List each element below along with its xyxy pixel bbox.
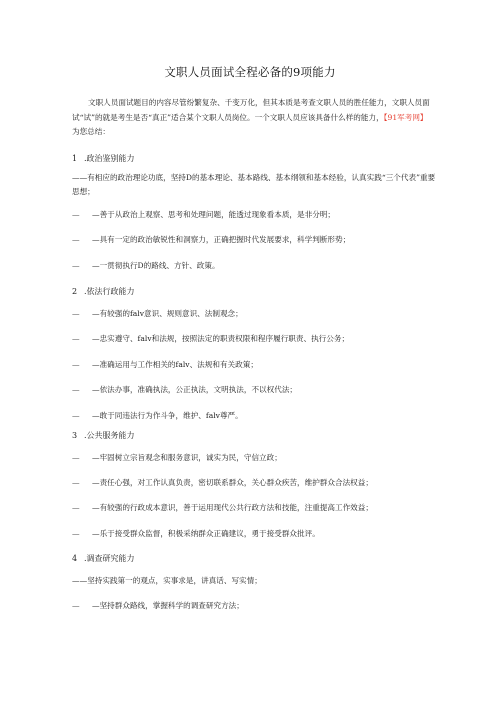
dash-marker: — bbox=[72, 210, 80, 219]
list-item bbox=[72, 307, 442, 321]
dash-marker: — bbox=[72, 453, 80, 462]
dash-marker: — bbox=[72, 309, 80, 318]
intro-text-before: 文职人员面试题目的内容尽管纷繁复杂、千变万化，但其本质是考查文职人员的胜任能力，文职人员面试“试”的就是考生是否“真正”适合某个文职人员岗位。一个文职人员应该具备什么样的能力， bbox=[72, 98, 430, 122]
section-number: 1 bbox=[72, 154, 78, 163]
section-lead: ——有相应的政治理论功底，坚持D的基本理论、基本路线、基本纲领和基本经验，认真实践“三个代表”重要思想； bbox=[72, 173, 436, 196]
dash-marker: — bbox=[72, 360, 80, 369]
section-number: 3 bbox=[72, 431, 78, 440]
dash-marker: — bbox=[72, 411, 80, 420]
list-item bbox=[72, 358, 442, 372]
list-item bbox=[72, 451, 442, 465]
section-heading-2 bbox=[72, 286, 135, 297]
list-item bbox=[72, 409, 442, 423]
ad-link[interactable]: 【91军考网】 bbox=[383, 112, 428, 122]
list-item-text: —有较强的行政成本意识，善于运用现代公共行政方法和技能，注重提高工作效益； bbox=[92, 503, 373, 512]
list-item-text: —具有一定的政治敏锐性和洞察力，正确把握时代发展要求，科学判断形势； bbox=[92, 235, 351, 244]
list-item-text: —依法办事，准确执法，公正执法，文明执法，不以权代法； bbox=[92, 385, 298, 394]
section-number: 4 bbox=[72, 554, 78, 563]
section-title: .公共服务能力 bbox=[84, 431, 135, 440]
section-title: .政治鉴别能力 bbox=[84, 154, 135, 163]
dash-marker: — bbox=[72, 601, 80, 610]
list-item bbox=[72, 208, 442, 222]
list-item bbox=[72, 527, 442, 541]
list-item bbox=[72, 332, 442, 346]
dash-marker: — bbox=[72, 503, 80, 512]
section-heading-3 bbox=[72, 430, 135, 441]
dash-marker: — bbox=[72, 529, 80, 538]
section-lead: ——坚持实践第一的观点，实事求是，讲真话、写实情； bbox=[72, 576, 262, 585]
list-item-text: —敢于同违法行为作斗争，维护、falv尊严。 bbox=[92, 411, 243, 420]
list-item-text: —一贯彻执行D的路线、方针、政策。 bbox=[92, 261, 220, 270]
page-title: 文职人员面试全程必备的9项能力 bbox=[164, 65, 336, 79]
list-item-text: —坚持群众路线，掌握科学的调查研究方法； bbox=[92, 601, 244, 610]
intro-text-after: 为您总结： bbox=[72, 127, 110, 136]
dash-marker: — bbox=[72, 261, 80, 270]
dash-marker: — bbox=[72, 478, 80, 487]
list-item-text: —善于从政治上观察、思考和处理问题，能透过现象看本质，是非分明； bbox=[92, 210, 335, 219]
dash-marker: — bbox=[72, 334, 80, 343]
intro-paragraph bbox=[72, 96, 434, 140]
list-item-text: —忠实遵守、falv和法规，按照法定的职责权限和程序履行职责、执行公务； bbox=[92, 334, 350, 343]
section-title: .调查研究能力 bbox=[84, 554, 135, 563]
section-heading-4 bbox=[72, 553, 135, 564]
list-item bbox=[72, 383, 442, 397]
list-item-text: —乐于接受群众监督，积极采纳群众正确建议，勇于接受群众批评。 bbox=[92, 529, 320, 538]
list-item-text: —责任心强，对工作认真负责，密切联系群众，关心群众疾苦，维护群众合法权益； bbox=[92, 478, 373, 487]
list-item bbox=[72, 259, 442, 273]
section-title: .依法行政能力 bbox=[84, 287, 135, 296]
dash-marker: — bbox=[72, 385, 80, 394]
section-heading-1 bbox=[72, 153, 135, 164]
list-item-text: —有较强的falv意识、规则意识、法制观念； bbox=[92, 309, 243, 318]
list-item bbox=[72, 476, 442, 490]
list-item bbox=[72, 501, 442, 515]
dash-marker: — bbox=[72, 235, 80, 244]
list-item bbox=[72, 233, 442, 247]
list-item bbox=[72, 599, 442, 613]
section-number: 2 bbox=[72, 287, 78, 296]
list-item-text: —准确运用与工作相关的falv、法规和有关政策； bbox=[92, 360, 258, 369]
list-item-text: —牢固树立宗旨观念和服务意识，诚实为民，守信立政； bbox=[92, 453, 282, 462]
